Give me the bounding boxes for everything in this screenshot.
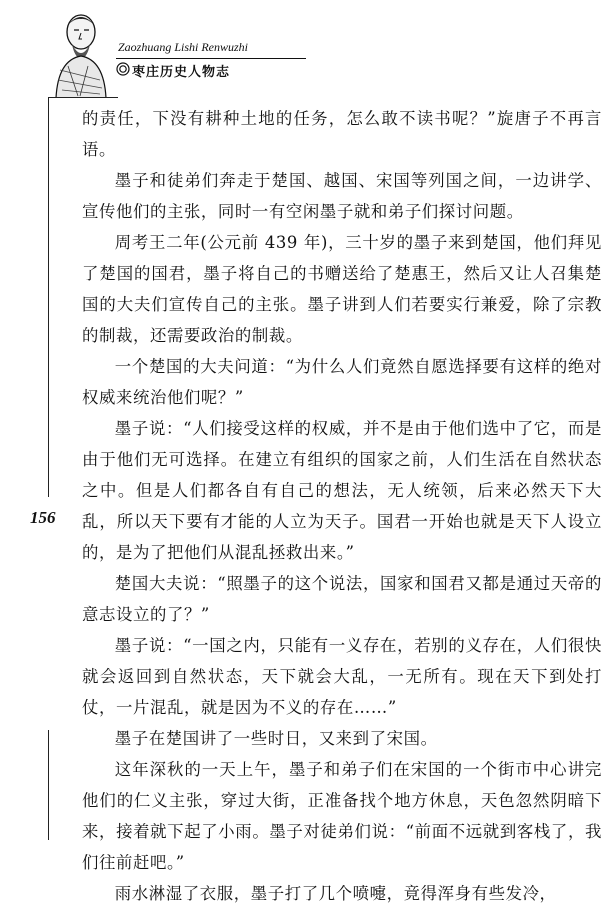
header-rule bbox=[116, 58, 306, 59]
paragraph: 楚国大夫说：“照墨子的这个说法，国家和国君又都是通过天帝的意志设立的了？” bbox=[82, 574, 602, 624]
series-title-pinyin: Zaozhuang Lishi Renwuzhi bbox=[118, 40, 249, 54]
running-header bbox=[48, 10, 308, 100]
portrait-illustration bbox=[48, 10, 114, 98]
paragraph: 墨子说：“一国之内，只能有一义存在，若别的义存在，人们很快就会返回到自然状态，天下就会大乱，一无所有。现在天下到处打仗，一片混乱，就是因为不义的存在……” bbox=[82, 636, 602, 717]
paragraph: 墨子说：“人们接受这样的权威，并不是由于他们选中了它，而是由于他们无可选择。在建立有组织的国家之前，人们生活在自然状态之中。但是人们都各自有自己的想法，无人统领，后来必然天下大乱，所以天下要有才能的人立为天子。国君一开始也就是天下人设立的，是为了把他们从混乱拯救出来。” bbox=[82, 419, 602, 562]
paragraph: 的责任，下没有耕种土地的任务，怎么敢不读书呢？”旋唐子不再言语。 bbox=[82, 109, 602, 159]
paragraph: 墨子和徒弟们奔走于楚国、越国、宋国等列国之间，一边讲学、宣传他们的主张，同时一有空闲墨子就和弟子们探讨问题。 bbox=[82, 171, 602, 221]
paragraph: 周考王二年(公元前 439 年)，三十岁的墨子来到楚国，他们拜见了楚国的国君，墨子将自己的书赠送给了楚惠王，然后又让人召集楚国的大夫们宣传自己的主张。墨子讲到人们若要实行兼爱，除了宗教的制裁，还需要政治的制裁。 bbox=[82, 233, 602, 345]
margin-rule-top bbox=[48, 97, 118, 98]
body-text bbox=[82, 103, 602, 909]
margin-rule-left bbox=[48, 97, 49, 497]
paragraph: 这年深秋的一天上午，墨子和弟子们在宋国的一个街市中心讲完他们的仁义主张，穿过大街，正准备找个地方休息，天色忽然阴暗下来，接着就下起了小雨。墨子对徒弟们说：“前面不远就到客栈了，我们往前赶吧。” bbox=[82, 760, 602, 872]
paragraph: 一个楚国的大夫问道：“为什么人们竟然自愿选择要有这样的绝对权威来统治他们呢？” bbox=[82, 357, 602, 407]
double-circle-icon bbox=[116, 62, 130, 76]
paragraph: 雨水淋湿了衣服，墨子打了几个喷嚏，竟得浑身有些发冷， bbox=[114, 884, 557, 903]
paragraph: 墨子在楚国讲了一些时日，又来到了宋国。 bbox=[114, 729, 438, 748]
margin-rule-left-lower bbox=[48, 730, 49, 840]
series-title-chinese: 枣庄历史人物志 bbox=[132, 65, 231, 80]
page-number: 156 bbox=[30, 508, 56, 527]
